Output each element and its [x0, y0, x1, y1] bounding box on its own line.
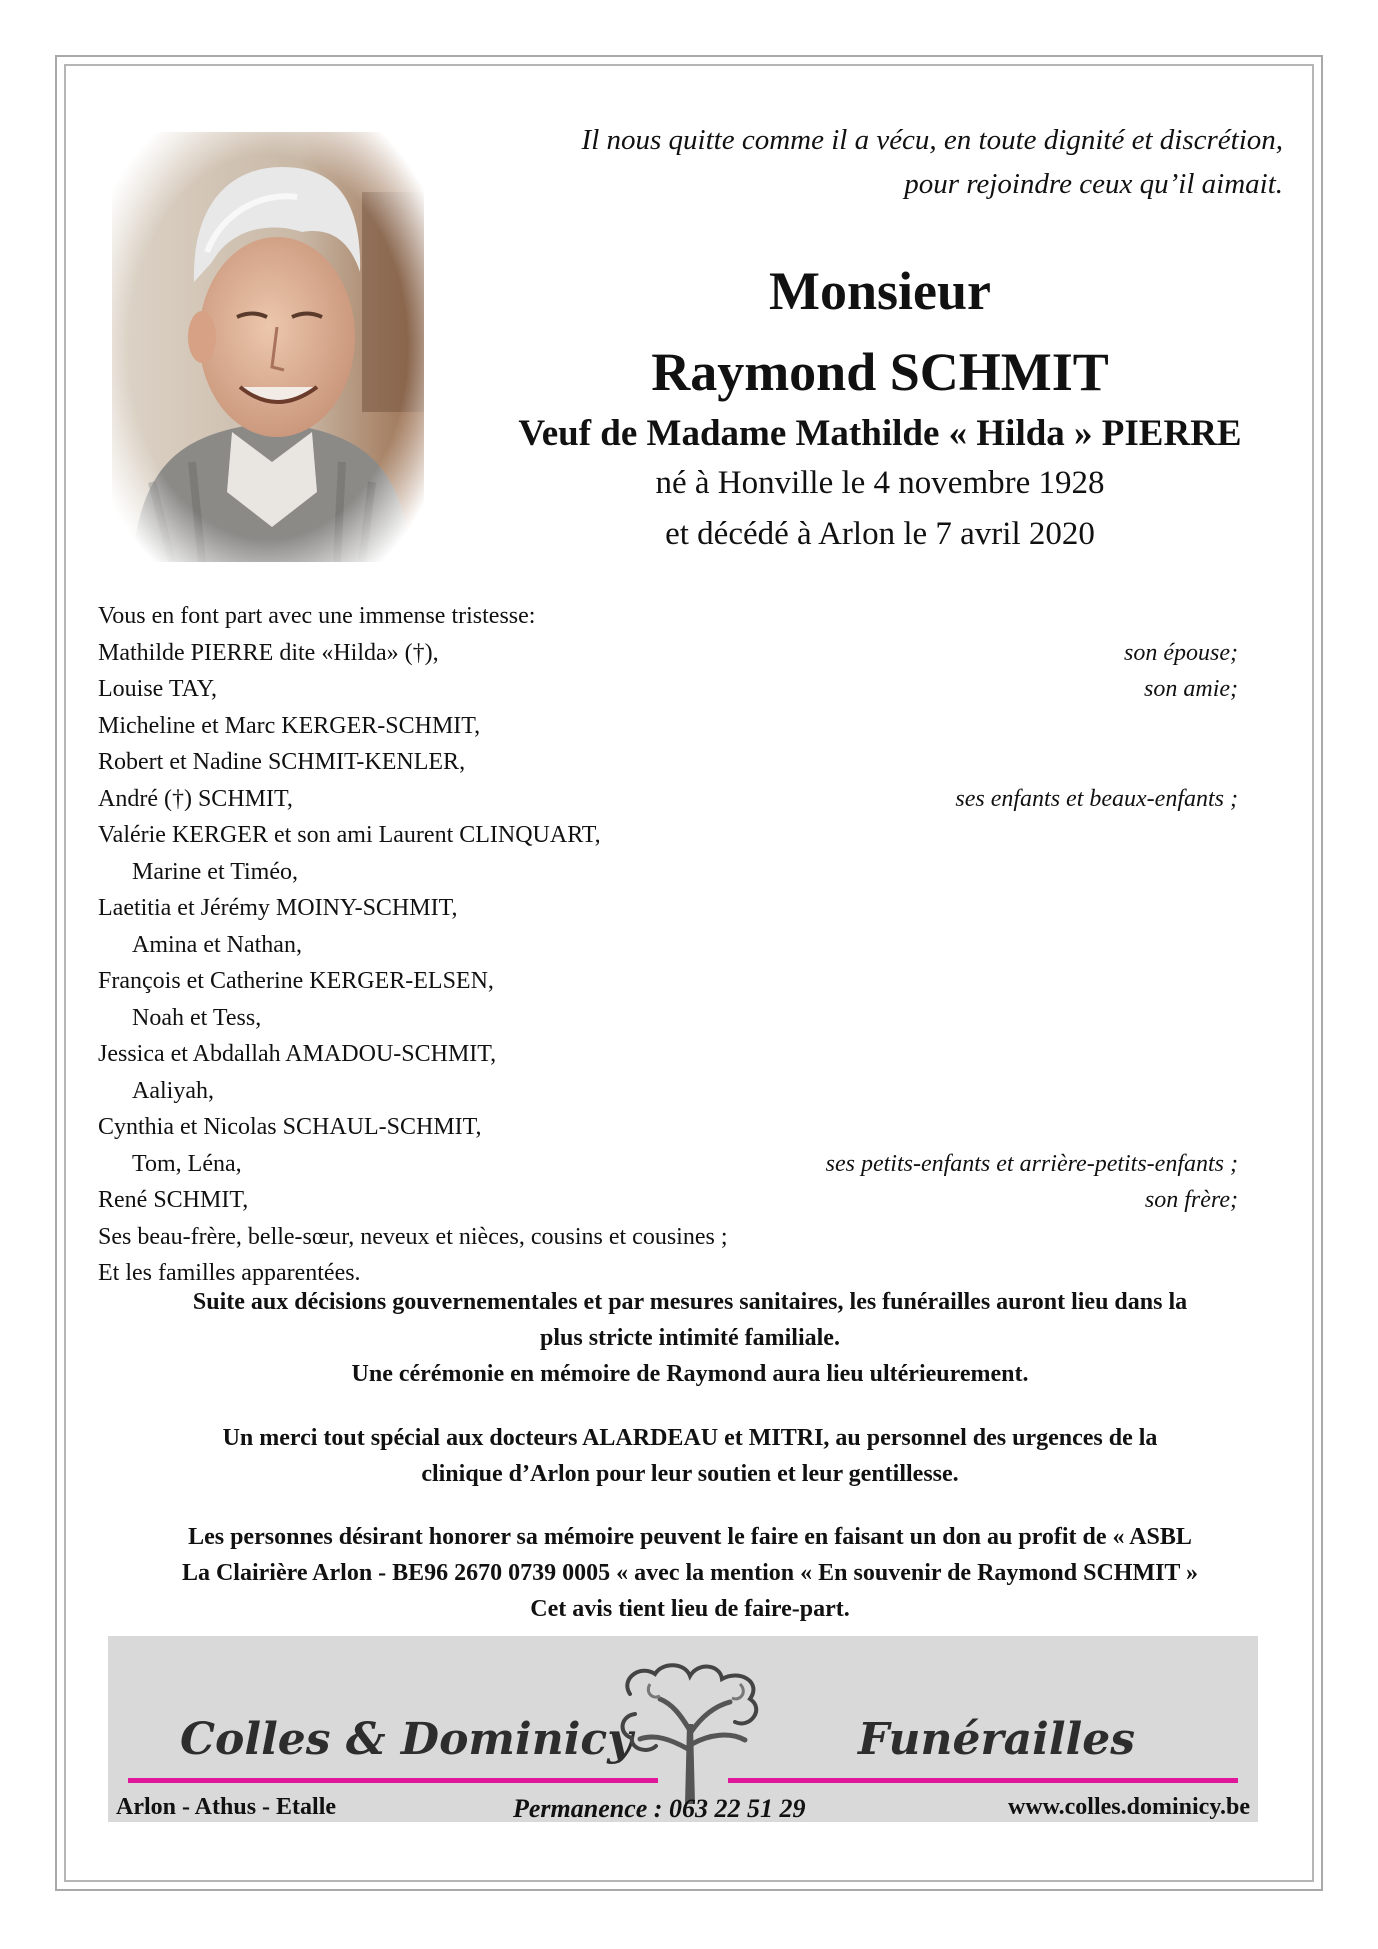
- donation-notice: [95, 1519, 1285, 1627]
- accent-line-right: [728, 1778, 1238, 1783]
- family-row: [98, 1219, 1238, 1256]
- family-intro-text: Vous en font part avec une immense tristesse:: [98, 603, 536, 629]
- deceased-title: Monsieur: [769, 261, 991, 321]
- family-row-name: Micheline et Marc KERGER-SCHMIT,: [98, 712, 481, 739]
- family-row-relation: son frère;: [1144, 1187, 1238, 1213]
- family-row-relation: son épouse;: [1124, 639, 1238, 666]
- funeral-notice-line: Suite aux décisions gouvernementales et par mesures sanitaires, les funérailles auront lieu dans la: [192, 1289, 1188, 1315]
- family-row: [98, 927, 1238, 964]
- funeral-home-locations: Arlon - Athus - Etalle: [116, 1794, 337, 1820]
- accent-line-left: [128, 1778, 658, 1783]
- quote-line-2: pour rejoindre ceux qu’il aimait.: [904, 168, 1283, 200]
- family-row-name: Amina et Nathan,: [132, 931, 302, 958]
- donation-notice-line: La Clairière Arlon - BE96 2670 0739 0005 « avec la mention « En souvenir de Raymond SCHMIT »: [181, 1560, 1199, 1586]
- donation-notice-line: Les personnes désirant honorer sa mémoire peuvent le faire en faisant un don au profit de « ASBL: [188, 1524, 1192, 1550]
- death-info: et décédé à Arlon le 7 avril 2020: [665, 516, 1095, 552]
- funeral-notice-line: plus stricte intimité familiale.: [540, 1325, 840, 1351]
- family-row: [98, 1109, 1238, 1146]
- family-row: [98, 817, 1238, 854]
- donation-notice-line: Cet avis tient lieu de faire-part.: [530, 1596, 850, 1622]
- portrait-photo: [112, 132, 424, 562]
- birth-info: né à Honville le 4 novembre 1928: [655, 465, 1105, 501]
- family-row-name: Cynthia et Nicolas SCHAUL-SCHMIT,: [98, 1114, 482, 1140]
- thanks-notice-line: clinique d’Arlon pour leur soutien et leur gentillesse.: [421, 1461, 959, 1487]
- family-row-name: Ses beau-frère, belle-sœur, neveux et nièces, cousins et cousines ;: [98, 1223, 728, 1250]
- family-row: [98, 963, 1238, 1000]
- funeral-notice-line: Une cérémonie en mémoire de Raymond aura lieu ultérieurement.: [351, 1361, 1029, 1387]
- family-row-relation: son amie;: [1144, 676, 1238, 702]
- funeral-home-phone: Permanence : 063 22 51 29: [513, 1794, 806, 1823]
- family-row-name: François et Catherine KERGER-ELSEN,: [98, 968, 494, 994]
- thanks-notice-line: Un merci tout spécial aux docteurs ALARDEAU et MITRI, au personnel des urgences de la: [222, 1425, 1158, 1451]
- family-row-name: Jessica et Abdallah AMADOU-SCHMIT,: [98, 1041, 497, 1067]
- family-row-name: Valérie KERGER et son ami Laurent CLINQUART,: [98, 822, 601, 848]
- family-row: [98, 671, 1238, 708]
- family-row-name: Mathilde PIERRE dite «Hilda» (†),: [98, 639, 439, 666]
- tree-icon: [590, 1654, 790, 1804]
- family-row: [98, 708, 1238, 745]
- family-row-name: René SCHMIT,: [98, 1187, 249, 1213]
- family-row-name: Laetitia et Jérémy MOINY-SCHMIT,: [98, 895, 458, 921]
- family-row-name: Robert et Nadine SCHMIT-KENLER,: [98, 749, 466, 775]
- opening-quote: [423, 118, 1283, 206]
- family-list: [98, 598, 1238, 1292]
- family-row: [98, 744, 1238, 781]
- funeral-home-website: www.colles.dominicy.be: [1007, 1794, 1250, 1820]
- widow-of: Veuf de Madame Mathilde « Hilda » PIERRE: [518, 413, 1242, 454]
- family-row-relation: ses enfants et beaux-enfants ;: [955, 785, 1238, 812]
- family-row-name: Et les familles apparentées.: [98, 1260, 361, 1286]
- family-row-name: Aaliyah,: [132, 1077, 214, 1104]
- family-row: [98, 635, 1238, 672]
- family-intro: [98, 598, 1238, 635]
- family-row: [98, 1036, 1238, 1073]
- family-row: [98, 890, 1238, 927]
- thanks-notice: [95, 1420, 1285, 1492]
- family-row: [98, 1146, 1238, 1183]
- deceased-name: Raymond SCHMIT: [651, 342, 1109, 402]
- family-row: [98, 1073, 1238, 1110]
- family-row-name: Noah et Tess,: [132, 1004, 262, 1031]
- funeral-home-banner: [108, 1636, 1258, 1822]
- family-row-name: Tom, Léna,: [132, 1150, 242, 1177]
- funeral-home-name: Colles & Dominicy: [180, 1714, 633, 1765]
- family-row: [98, 1000, 1238, 1037]
- funeral-notice: [95, 1284, 1285, 1392]
- funeral-home-tagline: Funérailles: [858, 1714, 1136, 1765]
- quote-line-1: Il nous quitte comme il a vécu, en toute dignité et discrétion,: [581, 124, 1283, 156]
- family-row-name: André (†) SCHMIT,: [98, 785, 293, 812]
- family-row-name: Marine et Timéo,: [132, 858, 298, 885]
- family-row-name: Louise TAY,: [98, 676, 217, 702]
- family-row: [98, 781, 1238, 818]
- family-row-relation: ses petits-enfants et arrière-petits-enfants ;: [825, 1150, 1238, 1177]
- family-row: [98, 854, 1238, 891]
- family-row: [98, 1182, 1238, 1219]
